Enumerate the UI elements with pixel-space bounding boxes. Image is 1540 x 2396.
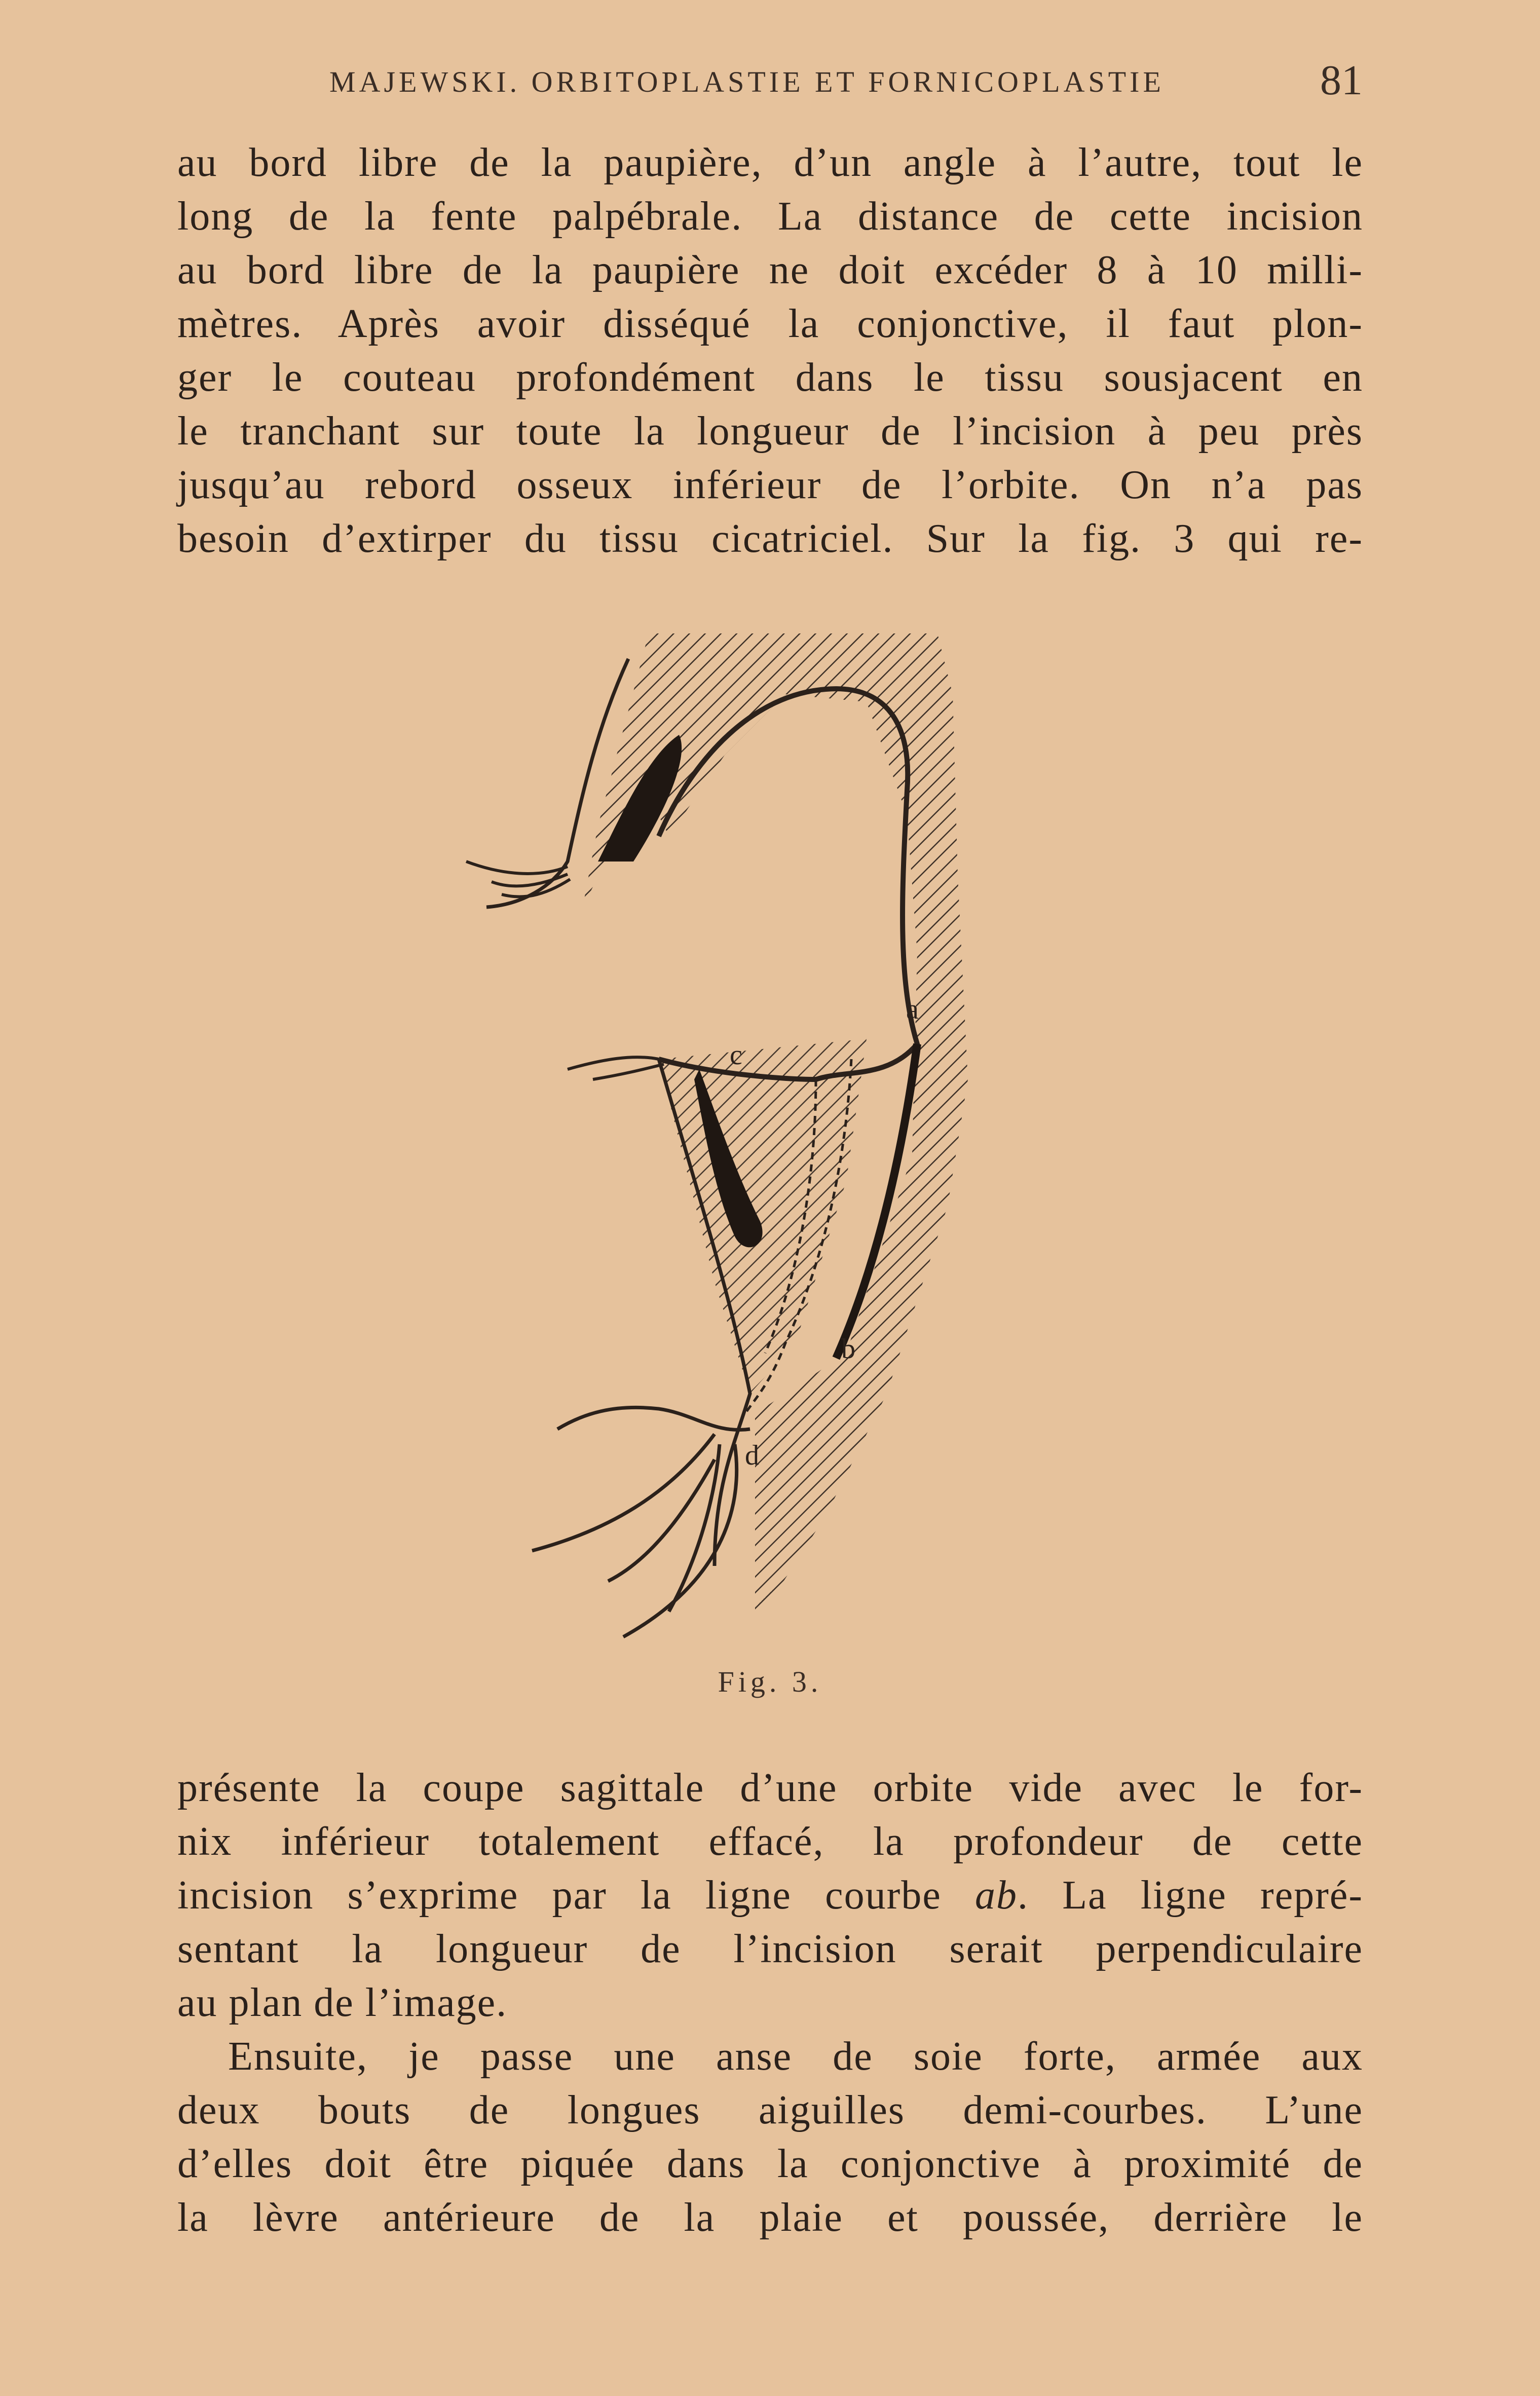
lower-lid-hatching bbox=[659, 1039, 867, 1394]
upper-lashes bbox=[466, 862, 570, 897]
paragraph-3 bbox=[177, 2030, 1363, 2244]
curve-label-ab: ab bbox=[975, 1873, 1018, 1918]
text-line: deux bouts de longues aiguilles demi-courbes. L’une bbox=[177, 2088, 1363, 2132]
text-line-part: . La ligne repré- bbox=[1018, 1873, 1363, 1918]
text-line: au bord libre de la paupière ne doit excéder 8 à 10 milli- bbox=[177, 248, 1363, 292]
text-line bbox=[177, 1868, 1363, 1922]
text-line: au bord libre de la paupière, d’un angle à l’autre, tout le bbox=[177, 140, 1363, 185]
text-line: nix inférieur totalement effacé, la profondeur de cette bbox=[177, 1819, 1363, 1864]
text-line: besoin d’extirper du tissu cicatriciel. Sur la fig. 3 qui re- bbox=[177, 516, 1363, 561]
paragraph-2 bbox=[177, 1761, 1363, 2030]
text-line: sentant la longueur de l’incision serait perpendiculaire bbox=[177, 1927, 1363, 1971]
text-line: long de la fente palpébrale. La distance de cette incision bbox=[177, 194, 1363, 239]
running-head bbox=[177, 56, 1363, 111]
figure-caption: Fig. 3. bbox=[718, 1665, 822, 1698]
text-line: la lèvre antérieure de la plaie et poussée, derrière le bbox=[177, 2195, 1363, 2240]
text-line: d’elles doit être piquée dans la conjonctive à proximité de bbox=[177, 2142, 1363, 2186]
text-line: Ensuite, je passe une anse de soie forte, armée aux bbox=[228, 2034, 1363, 2079]
figure-3-illustration bbox=[431, 623, 1090, 1662]
text-line: le tranchant sur toute la longueur de l’incision à peu près bbox=[177, 409, 1363, 454]
page-number: 81 bbox=[1320, 57, 1363, 104]
text-line: jusqu’au rebord osseux inférieur de l’orbite. On n’a pas bbox=[177, 463, 1363, 507]
label-a: a bbox=[906, 994, 919, 1025]
lower-lashes bbox=[568, 1057, 664, 1079]
paragraph-1 bbox=[177, 136, 1363, 566]
label-c: c bbox=[730, 1039, 742, 1071]
text-line: ger le couteau profondément dans le tissu sousjacent en bbox=[177, 355, 1363, 400]
text-line: présente la coupe sagittale d’une orbite vide avec le for- bbox=[177, 1766, 1363, 1810]
label-d: d bbox=[745, 1440, 759, 1471]
text-line: au plan de l’image. bbox=[177, 1980, 508, 2025]
text-line: mètres. Après avoir disséqué la conjonctive, il faut plon- bbox=[177, 302, 1363, 346]
label-b: b bbox=[841, 1333, 855, 1365]
text-line-part: incision s’exprime par la ligne courbe bbox=[177, 1873, 975, 1918]
running-title: MAJEWSKI. ORBITOPLASTIE ET FORNICOPLASTIE bbox=[329, 65, 1165, 98]
